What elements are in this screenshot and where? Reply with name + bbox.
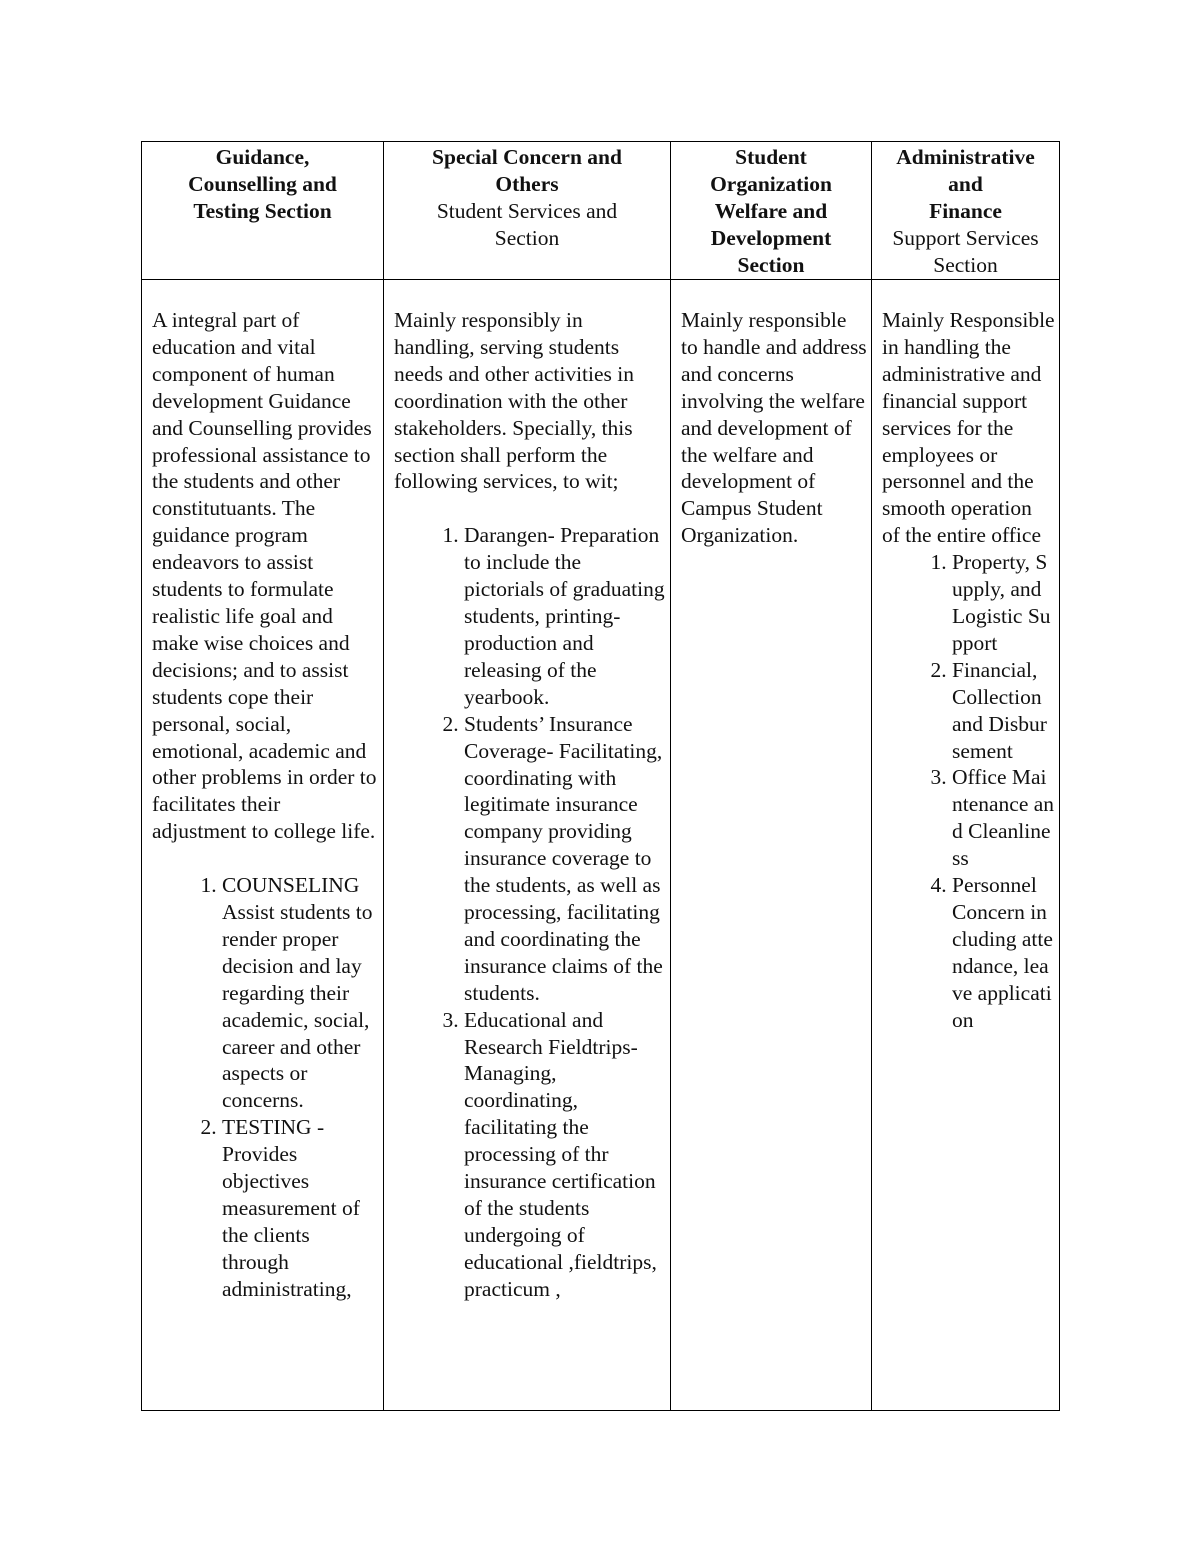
header-line: Others: [495, 171, 559, 196]
administrative-services-list: [882, 549, 1055, 1033]
guidance-description: A integral part of education and vital component of human development Guidance and Counselling provides professional assistance to the students and other constitutuants. The guidance program endeavors to assist students to formulate realistic life goal and make wise choices and decisions; and to assist students cope their personal, social, emotional, academic and other problems in order to facilitates their adjustment to college life.: [152, 308, 377, 844]
list-item: 2. Students’ Insurance Coverage- Facilitating, coordinating with legitimate insurance company providing insurance coverage to the students, as well as processing, facilitating and coordinating the insurance claims of the students.: [464, 711, 666, 1007]
header-student-organization: [671, 142, 872, 280]
special-concern-body: [384, 280, 671, 1411]
header-line: Section: [933, 252, 998, 277]
header-line: Section: [494, 225, 560, 250]
header-line: Testing Section: [193, 198, 332, 223]
special-concern-services-list: [394, 522, 666, 1302]
header-line: Administrative: [896, 145, 1035, 169]
student-organization-description: Mainly responsible to handle and address and concerns involving the welfare and development of the welfare and development of Campus Student Organization.: [681, 308, 867, 548]
guidance-services-list: [152, 872, 379, 1303]
special-concern-description: Mainly responsibly in handling, serving students needs and other activities in coordination with the other stakeholders. Specially, this section shall perform the following services, to wit;: [394, 308, 635, 494]
list-item: 1. COUNSELING Assist students to render proper decision and lay regarding their academic, social, career and other aspects or concerns.: [222, 872, 379, 1114]
header-line: Support Services: [892, 225, 1039, 250]
guidance-body: [142, 280, 384, 1411]
sections-table: [141, 141, 1060, 1411]
header-line: Development: [710, 225, 832, 250]
list-item: 2. TESTING -Provides objectives measurement of the clients through administrating,: [222, 1114, 379, 1302]
header-line: Student: [735, 145, 807, 169]
header-line: Finance: [929, 198, 1002, 223]
header-special-concern: [384, 142, 671, 280]
header-line: Guidance,: [215, 145, 310, 169]
header-line: Student Services and: [436, 198, 618, 223]
body-row: [142, 280, 1060, 1411]
header-line: and: [948, 171, 983, 196]
header-line: Welfare and: [714, 198, 828, 223]
header-administrative: [872, 142, 1060, 280]
list-item: 4. Personnel Concern including attendance, leave application: [952, 872, 1055, 1033]
list-item: 1. Property, Supply, and Logistic Support: [952, 549, 1055, 657]
administrative-body: [872, 280, 1060, 1411]
header-line: Section: [737, 252, 805, 277]
header-line: Special Concern and: [432, 145, 622, 169]
header-line: Organization: [710, 171, 832, 196]
list-item: 2. Financial, Collection and Disbursement: [952, 657, 1055, 765]
header-guidance: [142, 142, 384, 280]
student-organization-body: [671, 280, 872, 1411]
list-item: 1. Darangen- Preparation to include the pictorials of graduating students, printing-production and releasing of the yearbook.: [464, 522, 666, 710]
list-item: 3. Educational and Research Fieldtrips- Managing, coordinating, facilitating the processing of thr insurance certification of the students undergoing of educational ,fieldtrips, practicum ,: [464, 1007, 666, 1303]
list-item: 3. Office Maintenance and Cleanliness: [952, 764, 1055, 872]
header-row: [142, 142, 1060, 280]
header-line: Counselling and: [188, 171, 337, 196]
administrative-description: Mainly Responsible in handling the administrative and financial support services for the employees or personnel and the smooth operation of the entire office: [882, 308, 1055, 548]
